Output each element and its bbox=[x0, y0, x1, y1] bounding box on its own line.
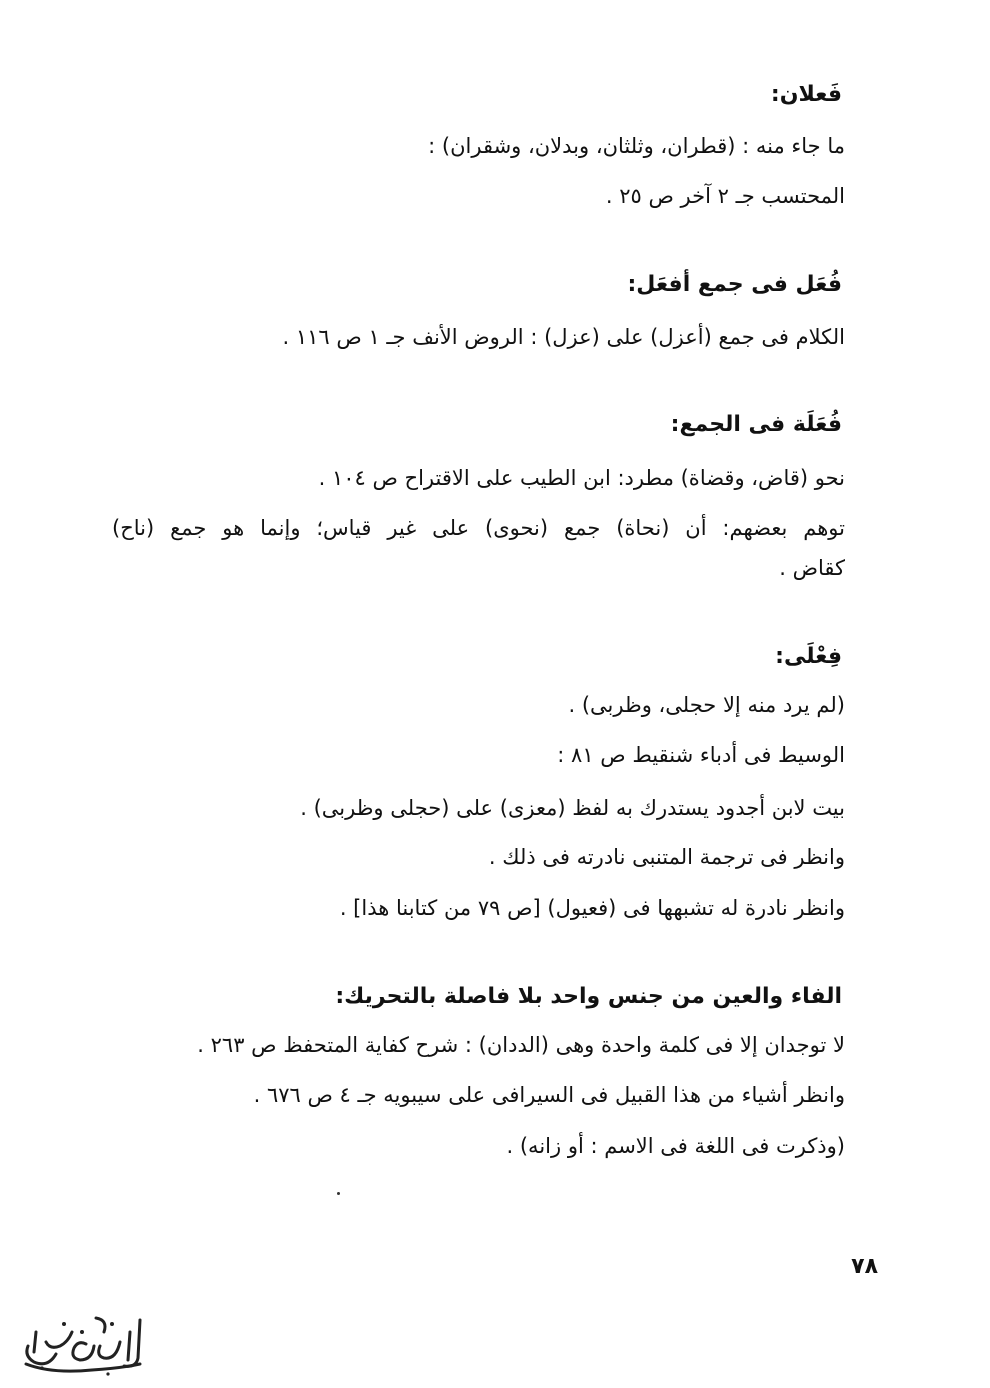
page-number: ٧٨ bbox=[851, 1254, 878, 1279]
text-line: الكلام فى جمع (أعزل) على (عزل) : الروض الأنف جـ ١ ص ١١٦ . bbox=[282, 325, 845, 349]
section-heading: فَعلان: bbox=[770, 82, 842, 107]
text-line: وانظر فى ترجمة المتنبى نادرته فى ذلك . bbox=[488, 845, 845, 869]
text-line: وانظر نادرة له تشبهها فى (فعيول) [ص ٧٩ من كتابنا هذا] . bbox=[339, 896, 845, 920]
text-line: الوسيط فى أدباء شنقيط ص ٨١ : bbox=[557, 743, 845, 767]
text-line: كقاض . bbox=[779, 556, 845, 580]
text-line: وانظر أشياء من هذا القبيل فى السيرافى على سيبويه جـ ٤ ص ٦٧٦ . bbox=[253, 1083, 845, 1107]
section-heading: فُعَلَة فى الجمع: bbox=[670, 412, 842, 437]
scan-speck bbox=[337, 1192, 340, 1195]
text-line: نحو (قاض، وقضاة) مطرد: ابن الطيب على الاقتراح ص ١٠٤ . bbox=[318, 466, 845, 490]
text-line: (وذكرت فى اللغة فى الاسم : أو زانه) . bbox=[506, 1134, 845, 1158]
text-line: بيت لابن أجدود يستدرك به لفظ (معزى) على (حجلى وظربى) . bbox=[300, 796, 845, 820]
text-line: المحتسب جـ ٢ آخر ص ٢٥ . bbox=[605, 184, 845, 208]
calligraphy-stamp-icon bbox=[12, 1302, 147, 1380]
section-heading: الفاء والعين من جنس واحد بلا فاصلة بالتحريك: bbox=[335, 984, 842, 1009]
section-heading: فِعْلَى: bbox=[775, 644, 842, 669]
stamp-graphic bbox=[12, 1302, 147, 1380]
text-line: (لم يرد منه إلا حجلى، وظربى) . bbox=[568, 693, 845, 717]
text-line: لا توجدان إلا فى كلمة واحدة وهى (الددان) : شرح كفاية المتحفظ ص ٢٦٣ . bbox=[197, 1033, 845, 1057]
text-line: ما جاء منه : (قطران، وثلثان، وبدلان، وشقران) : bbox=[428, 134, 845, 158]
text-line: توهم بعضهم: أن (نحاة) جمع (نحوى) على غير قياس؛ وإنما هو جمع (ناح) bbox=[112, 516, 845, 540]
section-heading: فُعَل فى جمع أفعَل: bbox=[627, 272, 842, 297]
